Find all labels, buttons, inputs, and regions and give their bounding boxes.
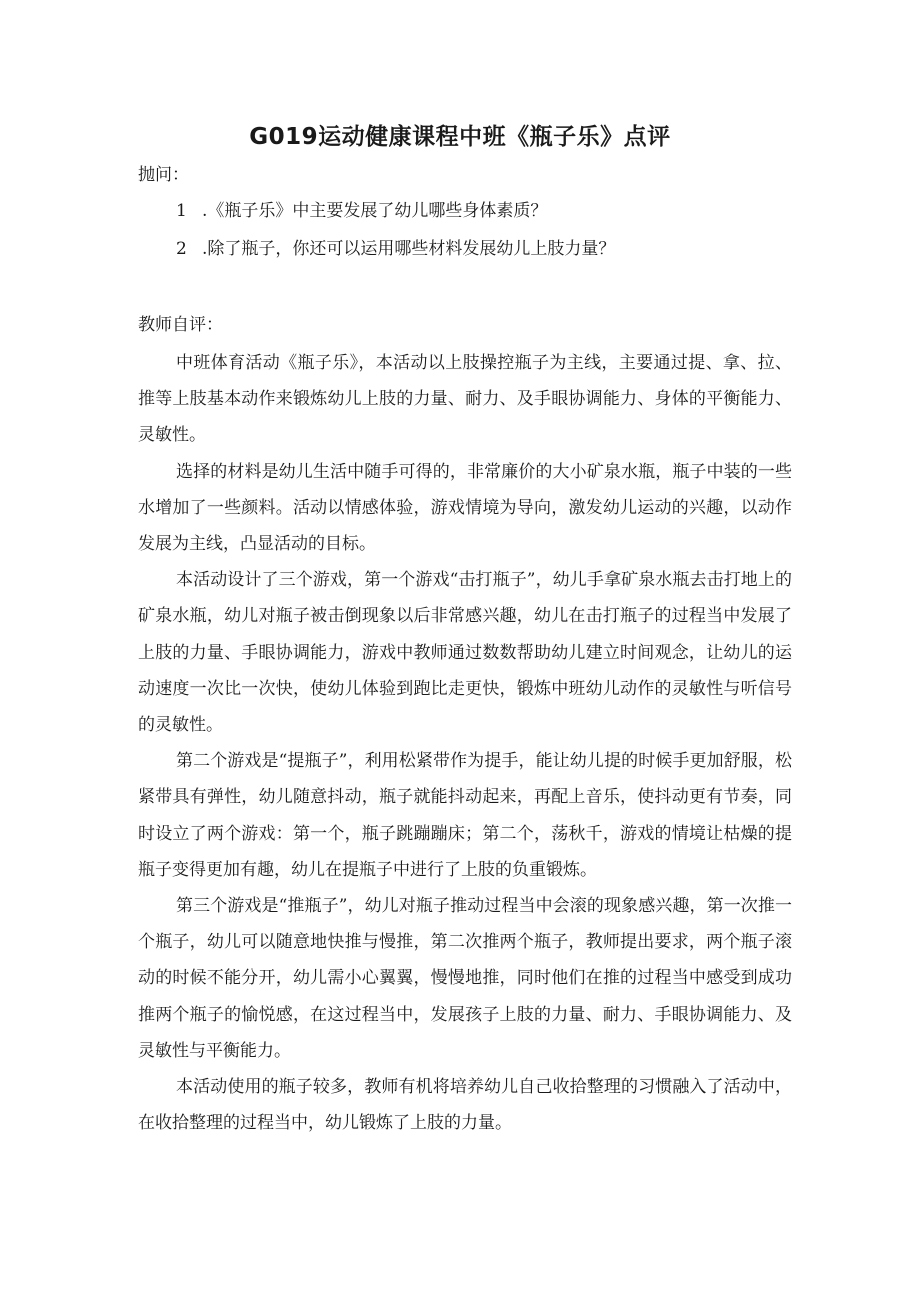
questions-list xyxy=(176,199,816,275)
question-item xyxy=(176,199,816,237)
questions-heading: 抛问： xyxy=(138,165,189,185)
paragraph: 第三个游戏是“推瓶子”，幼儿对瓶子推动过程当中会滚的现象感兴趣，第一次推一个瓶子，幼儿可以随意地快推与慢推，第二次推两个瓶子，教师提出要求，两个瓶子滚动的时候不能分开，幼儿需小心翼翼，慢慢地推，同时他们在推的过程当中感受到成功推两个瓶子的愉悦感，在这过程当中，发展孩子上肢的力量、耐力、手眼协调能力、及灵敏性与平衡能力。 xyxy=(138,896,792,1061)
evaluation-body xyxy=(138,345,792,1141)
question-number: 2 xyxy=(176,239,187,259)
question-item xyxy=(176,237,816,275)
paragraph: 第二个游戏是“提瓶子”，利用松紧带作为提手，能让幼儿提的时候手更加舒服，松紧带具有弹性，幼儿随意抖动，瓶子就能抖动起来，再配上音乐，使抖动更有节奏，同时设立了两个游戏：第一个，瓶子跳蹦蹦床；第二个，荡秋千，游戏的情境让枯燥的提瓶子变得更加有趣，幼儿在提瓶子中进行了上肢的负重锻炼。 xyxy=(138,751,792,880)
paragraph: 选择的材料是幼儿生活中随手可得的，非常廉价的大小矿泉水瓶，瓶子中装的一些水增加了一些颜料。活动以情感体验，游戏情境为导向，激发幼儿运动的兴趣，以动作发展为主线，凸显活动的目标。 xyxy=(138,461,792,555)
evaluation-heading: 教师自评： xyxy=(138,315,223,335)
paragraph: 中班体育活动《瓶子乐》，本活动以上肢操控瓶子为主线，主要通过提、拿、拉、推等上肢基本动作来锻炼幼儿上肢的力量、耐力、及手眼协调能力、身体的平衡能力、灵敏性。 xyxy=(138,353,792,446)
question-text: .《瓶子乐》中主要发展了幼儿哪些身体素质？ xyxy=(202,201,548,221)
document-title: G019运动健康课程中班《瓶子乐》点评 xyxy=(249,124,671,150)
paragraph: 本活动设计了三个游戏，第一个游戏“击打瓶子”，幼儿手拿矿泉水瓶去击打地上的矿泉水瓶，幼儿对瓶子被击倒现象以后非常感兴趣，幼儿在击打瓶子的过程当中发展了上肢的力量、手眼协调能力，游戏中教师通过数数帮助幼儿建立时间观念，让幼儿的运动速度一次比一次快，使幼儿体验到跑比走更快，锻炼中班幼儿动作的灵敏性与听信号的灵敏性。 xyxy=(138,570,792,736)
question-text: .除了瓶子，你还可以运用哪些材料发展幼儿上肢力量？ xyxy=(202,239,616,259)
paragraph: 本活动使用的瓶子较多，教师有机将培养幼儿自己收拾整理的习惯融入了活动中，在收拾整理的过程当中，幼儿锻炼了上肢的力量。 xyxy=(138,1077,792,1134)
question-number: 1 xyxy=(176,201,187,221)
